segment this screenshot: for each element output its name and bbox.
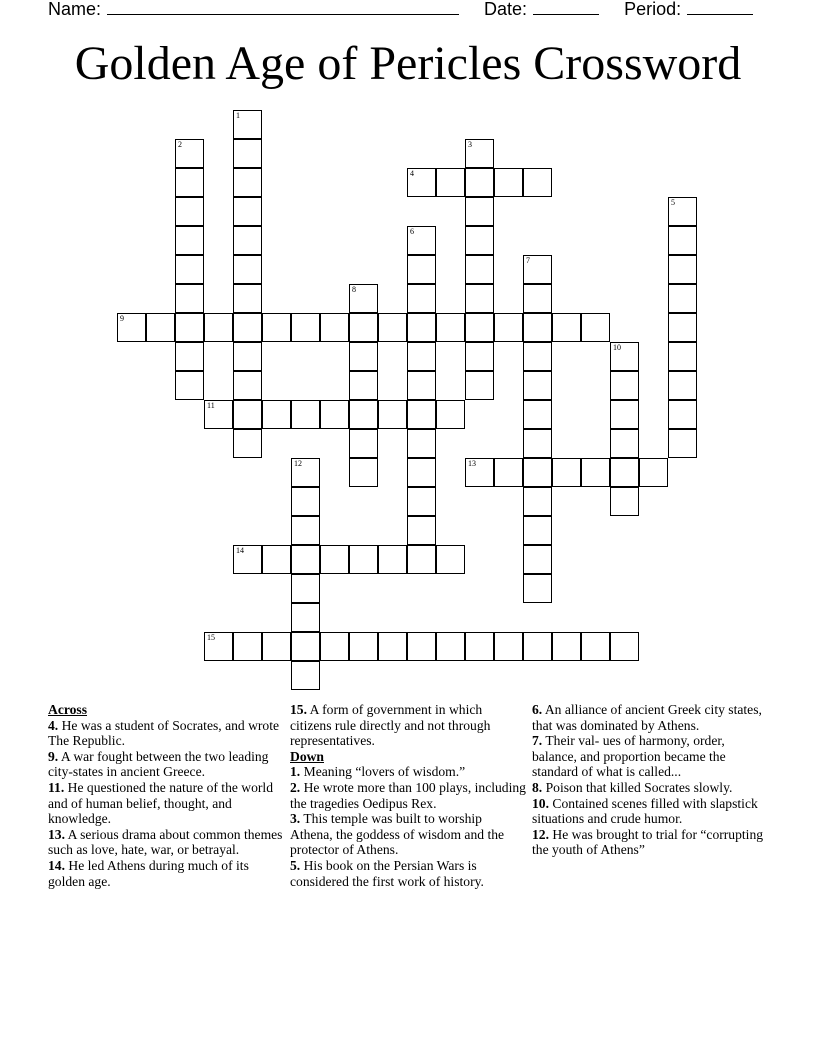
crossword-cell[interactable] — [465, 342, 494, 371]
crossword-cell[interactable] — [610, 487, 639, 516]
clue-number: 3. — [290, 811, 301, 827]
crossword-cell[interactable] — [610, 429, 639, 458]
clue-text: This temple was built to worship Athena, the goddess of wisdom and the protector of Athens. — [290, 811, 505, 858]
clue-text: A serious drama about common themes such as love, hate, war, or betrayal. — [48, 826, 283, 858]
page-title: Golden Age of Pericles Crossword — [74, 37, 742, 90]
crossword-cell[interactable] — [262, 400, 291, 429]
crossword-cell[interactable] — [610, 342, 639, 371]
crossword-cell[interactable] — [465, 371, 494, 400]
crossword-cell[interactable] — [581, 632, 610, 661]
clue-number: 8. — [532, 779, 543, 795]
clue-number: 6. — [532, 702, 543, 717]
crossword-cell[interactable] — [291, 632, 320, 661]
crossword-cell[interactable] — [233, 371, 262, 400]
clue-number: 7. — [532, 733, 543, 749]
crossword-cell[interactable] — [407, 429, 436, 458]
crossword-cell[interactable] — [552, 313, 581, 342]
crossword-cell[interactable] — [407, 516, 436, 545]
crossword-cell[interactable] — [233, 545, 262, 574]
crossword-cell[interactable] — [523, 284, 552, 313]
crossword-cell[interactable] — [465, 197, 494, 226]
crossword-cell[interactable] — [523, 516, 552, 545]
crossword-cell[interactable] — [668, 371, 697, 400]
crossword-cell[interactable] — [291, 603, 320, 632]
crossword-cell[interactable] — [465, 284, 494, 313]
clue-text: Their val- ues of harmony, order, balance, and proportion became the standard of what is called... — [532, 733, 726, 780]
crossword-cell[interactable] — [349, 342, 378, 371]
crossword-cell[interactable] — [378, 400, 407, 429]
crossword-cell[interactable] — [523, 545, 552, 574]
date-label: Date: — [484, 0, 528, 19]
down-heading: Down — [290, 748, 324, 764]
crossword-cell[interactable] — [407, 168, 436, 197]
across-clue — [290, 702, 526, 749]
clue-number: 10. — [532, 795, 549, 811]
crossword-cell[interactable] — [291, 458, 320, 487]
clue-number-label: 2 — [178, 140, 182, 149]
crossword-cell[interactable] — [407, 284, 436, 313]
clue-number: 5. — [290, 857, 301, 873]
crossword-cell[interactable] — [436, 168, 465, 197]
crossword-cell[interactable] — [349, 284, 378, 313]
crossword-cell[interactable] — [407, 400, 436, 429]
down-clue — [532, 780, 768, 796]
crossword-cell[interactable] — [668, 255, 697, 284]
crossword-cell[interactable] — [233, 284, 262, 313]
clue-number-label: 7 — [526, 256, 530, 265]
clue-number-label: 1 — [236, 111, 240, 120]
crossword-cell[interactable] — [407, 371, 436, 400]
clue-text: He was a student of Socrates, and wrote The Republic. — [48, 717, 280, 749]
crossword-cell[interactable] — [175, 139, 204, 168]
clue-number: 13. — [48, 826, 65, 842]
crossword-cell[interactable] — [349, 313, 378, 342]
down-clue — [290, 858, 526, 889]
crossword-cell[interactable] — [668, 226, 697, 255]
across-heading: Across — [48, 702, 88, 717]
across-clue — [48, 780, 284, 827]
down-clue — [532, 702, 768, 733]
crossword-cell[interactable] — [639, 458, 668, 487]
down-clue — [290, 811, 526, 858]
crossword-cell[interactable] — [175, 313, 204, 342]
crossword-cell[interactable] — [610, 458, 639, 487]
crossword-cell[interactable] — [407, 487, 436, 516]
down-clue — [532, 827, 768, 858]
down-clue — [290, 780, 526, 811]
crossword-cell[interactable] — [407, 313, 436, 342]
down-clue — [290, 764, 526, 780]
crossword-cell[interactable] — [436, 400, 465, 429]
clue-number-label: 12 — [294, 459, 302, 468]
clue-number-label: 6 — [410, 227, 414, 236]
crossword-cell[interactable] — [523, 313, 552, 342]
clue-number-label: 5 — [671, 198, 675, 207]
crossword-cell[interactable] — [407, 255, 436, 284]
clues-column-3 — [532, 702, 768, 858]
crossword-cell[interactable] — [465, 168, 494, 197]
crossword-cell[interactable] — [465, 632, 494, 661]
crossword-cell[interactable] — [320, 313, 349, 342]
clue-number: 14. — [48, 857, 65, 873]
crossword-cell[interactable] — [233, 226, 262, 255]
clue-number: 2. — [290, 779, 301, 795]
crossword-cell[interactable] — [291, 313, 320, 342]
crossword-cell[interactable] — [523, 632, 552, 661]
crossword-cell[interactable] — [233, 110, 262, 139]
clue-number-label: 8 — [352, 285, 356, 294]
clue-text: A form of government in which citizens rule directly and not through representatives. — [290, 702, 491, 749]
crossword-cell[interactable] — [407, 342, 436, 371]
crossword-cell[interactable] — [668, 342, 697, 371]
crossword-cell[interactable] — [523, 371, 552, 400]
crossword-cell[interactable] — [465, 313, 494, 342]
crossword-cell[interactable] — [349, 458, 378, 487]
crossword-cell[interactable] — [117, 313, 146, 342]
crossword-cell[interactable] — [465, 255, 494, 284]
crossword-cell[interactable] — [175, 342, 204, 371]
crossword-cell[interactable] — [610, 632, 639, 661]
crossword-cell[interactable] — [349, 371, 378, 400]
clue-number: 12. — [532, 826, 549, 842]
crossword-cell[interactable] — [349, 429, 378, 458]
crossword-cell[interactable] — [349, 400, 378, 429]
crossword-cell[interactable] — [204, 313, 233, 342]
down-clue — [532, 733, 768, 780]
clue-number-label: 13 — [468, 459, 476, 468]
crossword-cell[interactable] — [262, 313, 291, 342]
clue-number-label: 15 — [207, 633, 215, 642]
crossword-cell[interactable] — [523, 487, 552, 516]
crossword-cell[interactable] — [523, 342, 552, 371]
crossword-cell[interactable] — [523, 168, 552, 197]
clue-number: 4. — [48, 717, 59, 733]
crossword-cell[interactable] — [581, 313, 610, 342]
crossword-cell[interactable] — [523, 400, 552, 429]
crossword-cell[interactable] — [465, 139, 494, 168]
crossword-cell[interactable] — [610, 371, 639, 400]
crossword-cell[interactable] — [378, 632, 407, 661]
clues-column-1 — [48, 702, 284, 889]
crossword-cell[interactable] — [523, 458, 552, 487]
down-clue — [532, 796, 768, 827]
crossword-cell[interactable] — [233, 400, 262, 429]
crossword-cell[interactable] — [581, 458, 610, 487]
clue-text: His book on the Persian Wars is considered the first work of history. — [290, 857, 484, 889]
crossword-cell[interactable] — [407, 226, 436, 255]
crossword-cell[interactable] — [233, 429, 262, 458]
crossword-cell[interactable] — [494, 458, 523, 487]
clue-number-label: 3 — [468, 140, 472, 149]
crossword-cell[interactable] — [523, 255, 552, 284]
clue-text: An alliance of ancient Greek city states, that was dominated by Athens. — [532, 702, 762, 733]
clue-number: 11. — [48, 779, 65, 795]
crossword-cell[interactable] — [436, 545, 465, 574]
crossword-cell[interactable] — [291, 487, 320, 516]
crossword-cell[interactable] — [668, 429, 697, 458]
clue-number: 1. — [290, 764, 301, 780]
clue-text: He wrote more than 100 plays, including the tragedies Oedipus Rex. — [290, 779, 526, 811]
clue-number: 9. — [48, 748, 59, 764]
crossword-cell[interactable] — [668, 313, 697, 342]
crossword-cell[interactable] — [175, 226, 204, 255]
across-clue — [48, 718, 284, 749]
crossword-cell[interactable] — [320, 545, 349, 574]
clue-text: He was brought to trial for “corrupting the youth of Athens” — [532, 826, 764, 858]
crossword-cell[interactable] — [407, 458, 436, 487]
across-clue — [48, 858, 284, 889]
crossword-cell[interactable] — [378, 545, 407, 574]
crossword-cell[interactable] — [233, 632, 262, 661]
crossword-cell[interactable] — [204, 400, 233, 429]
clues-column-2 — [290, 702, 526, 889]
clue-text: He led Athens during much of its golden age. — [48, 857, 249, 889]
crossword-cell[interactable] — [436, 632, 465, 661]
clue-number-label: 14 — [236, 546, 244, 555]
crossword-cell[interactable] — [494, 313, 523, 342]
crossword-cell[interactable] — [349, 545, 378, 574]
crossword-cell[interactable] — [233, 342, 262, 371]
crossword-cell[interactable] — [233, 255, 262, 284]
clue-number: 15. — [290, 702, 307, 717]
crossword-cell[interactable] — [233, 197, 262, 226]
crossword-cell[interactable] — [291, 574, 320, 603]
clue-number-label: 11 — [207, 401, 215, 410]
crossword-cell[interactable] — [320, 400, 349, 429]
crossword-cell[interactable] — [494, 632, 523, 661]
clue-text: Contained scenes filled with slapstick situations and crude humor. — [532, 795, 758, 827]
crossword-cell[interactable] — [436, 313, 465, 342]
crossword-cell[interactable] — [407, 545, 436, 574]
crossword-cell[interactable] — [523, 574, 552, 603]
crossword-cell[interactable] — [552, 632, 581, 661]
clue-text: Poison that killed Socrates slowly. — [545, 779, 733, 795]
crossword-cell[interactable] — [668, 284, 697, 313]
across-clue — [48, 827, 284, 858]
crossword-cell[interactable] — [175, 197, 204, 226]
crossword-cell[interactable] — [465, 226, 494, 255]
crossword-cell[interactable] — [494, 168, 523, 197]
crossword-cell[interactable] — [233, 168, 262, 197]
crossword-cell[interactable] — [146, 313, 175, 342]
crossword-cell[interactable] — [262, 632, 291, 661]
crossword-cell[interactable] — [407, 632, 436, 661]
crossword-cell[interactable] — [233, 139, 262, 168]
across-clue — [48, 749, 284, 780]
crossword-cell[interactable] — [523, 429, 552, 458]
crossword-cell[interactable] — [668, 400, 697, 429]
crossword-cell[interactable] — [552, 458, 581, 487]
crossword-cell[interactable] — [175, 371, 204, 400]
crossword-cell[interactable] — [668, 197, 697, 226]
crossword-cell[interactable] — [291, 516, 320, 545]
name-label: Name: — [48, 0, 102, 19]
crossword-cell[interactable] — [262, 545, 291, 574]
crossword-cell[interactable] — [610, 400, 639, 429]
crossword-cell[interactable] — [378, 313, 407, 342]
clue-text: Meaning “lovers of wisdom.” — [303, 764, 466, 780]
crossword-cell[interactable] — [291, 545, 320, 574]
crossword-cell[interactable] — [291, 661, 320, 690]
clue-number-label: 4 — [410, 169, 414, 178]
crossword-cell[interactable] — [291, 400, 320, 429]
crossword-cell[interactable] — [175, 168, 204, 197]
clue-number-label: 9 — [120, 314, 124, 323]
crossword-cell[interactable] — [175, 284, 204, 313]
clue-number-label: 10 — [613, 343, 621, 352]
crossword-cell[interactable] — [349, 632, 378, 661]
crossword-cell[interactable] — [204, 632, 233, 661]
clue-text: He questioned the nature of the world and of human belief, thought, and knowledge. — [48, 779, 274, 827]
period-label: Period: — [624, 0, 682, 19]
crossword-cell[interactable] — [175, 255, 204, 284]
crossword-cell[interactable] — [233, 313, 262, 342]
crossword-cell[interactable] — [320, 632, 349, 661]
clue-text: A war fought between the two leading city-states in ancient Greece. — [48, 748, 269, 780]
crossword-cell[interactable] — [465, 458, 494, 487]
